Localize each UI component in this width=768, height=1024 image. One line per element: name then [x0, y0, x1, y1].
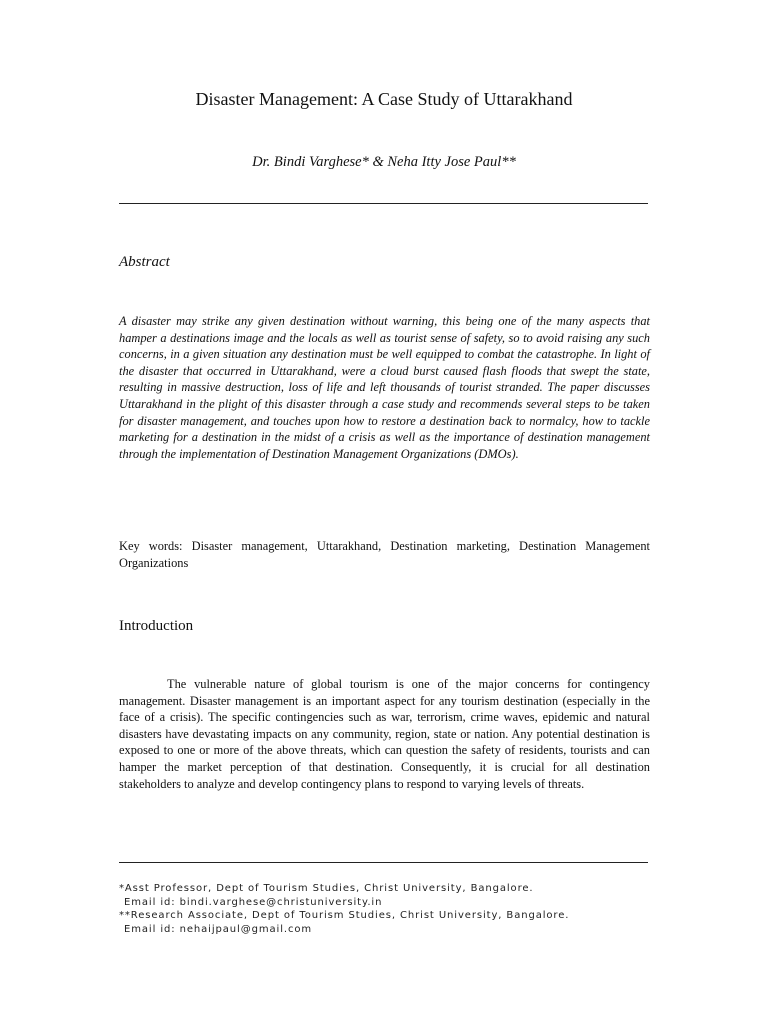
abstract-text: A disaster may strike any given destination without warning, this being one of the many aspects that hamper a destinations image and the locals as well as tourist sense of safety, so to avoid raising any such concerns, in a given situation any destination must be well equipped to combat the catastrophe. In light of the disaster that occurred in Uttarakhand, were a cloud burst caused flash floods that swept the state, resulting in massive destruction, loss of life and left thousands of tourist stranded. The paper discusses Uttarakhand in the plight of this disaster through a case study and recommends several steps to be taken for disaster management, and touches upon how to restore a destination back to normalcy, how to tackle marketing for a destination in the midst of a crisis as well as the importance of destination management through the implementation of Destination Management Organizations (DMOs).	[119, 314, 650, 461]
abstract-heading: Abstract	[119, 254, 170, 270]
keywords: Key words: Disaster management, Uttarakhand, Destination marketing, Destination Management Organizations	[119, 539, 650, 570]
footnotes	[119, 882, 679, 936]
introduction-heading: Introduction	[119, 618, 194, 634]
introduction-text: The vulnerable nature of global tourism is one of the major concerns for contingency management. Disaster management is an important aspect for any tourism destination (especially in the face of a crisis). The specific contingencies such as war, terrorism, crime waves, epidemic and natural disasters have devastating impacts on any community, region, state or nation. Any potential destination is exposed to one or more of the above threats, which can question the safety of residents, tourists and can hamper the market perception of that destination. Consequently, it is crucial for all destination stakeholders to analyze and develop contingency plans to respond to varying levels of threats.	[119, 677, 650, 791]
footnote-email-2: Email id: nehaijpaul@gmail.com	[124, 923, 313, 935]
paper-authors: Dr. Bindi Varghese* & Neha Itty Jose Paul**	[252, 154, 516, 170]
header-divider	[119, 203, 648, 204]
footnote-author-1: *Asst Professor, Dept of Tourism Studies, Christ University, Bangalore.	[119, 883, 534, 894]
paper-title: Disaster Management: A Case Study of Uttarakhand	[195, 89, 573, 109]
footnote-author-2: **Research Associate, Dept of Tourism Studies, Christ University, Bangalore.	[119, 910, 570, 921]
footnote-email-1: Email id: bindi.varghese@christuniversity.in	[124, 896, 383, 908]
footnote-divider	[119, 862, 648, 863]
